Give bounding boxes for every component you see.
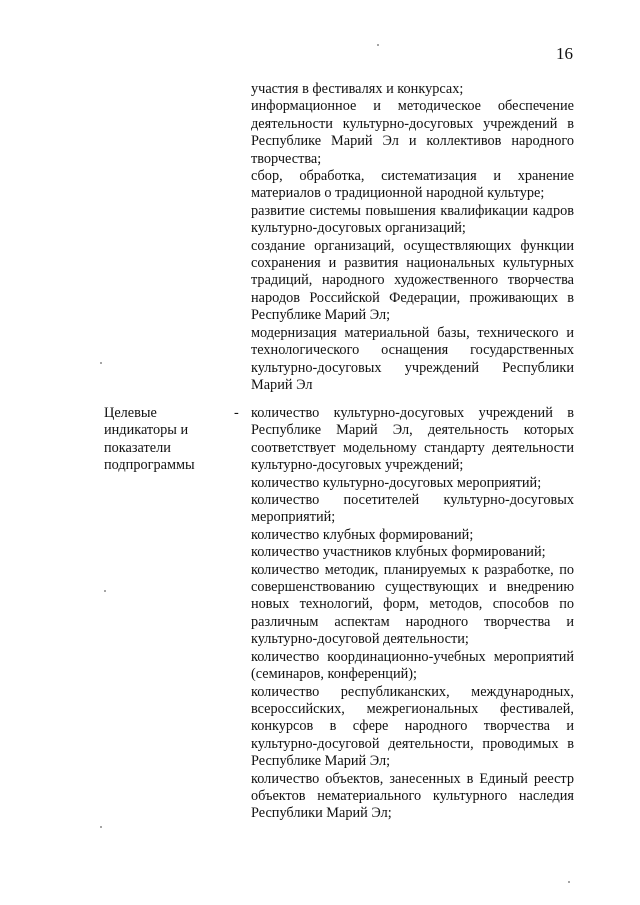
list-item: развитие системы повышения квалификации кадров культурно-досуговых организаций; — [251, 202, 574, 237]
list-item: количество координационно-учебных мероприятий (семинаров, конференций); — [251, 648, 574, 683]
list-item: информационное и методическое обеспечение деятельности культурно-досуговых учреждений в Республике Марий Эл и коллективов народного творчества; — [251, 98, 574, 167]
list-item: количество объектов, занесенных в Единый реестр объектов нематериального культурного наследия Республики Марий Эл; — [251, 770, 574, 822]
list-item: участия в фестивалях и конкурсах; — [251, 81, 464, 97]
scan-speck — [104, 590, 106, 592]
list-item: количество культурно-досуговых учреждений в Республике Марий Эл, деятельность которых соответствует модельному стандарту деятельности культурно-досуговых учреждений; — [251, 405, 574, 474]
scan-speck — [377, 44, 379, 46]
list-item: количество клубных формирований; — [251, 526, 474, 543]
top-items-list — [251, 81, 574, 394]
indicators-list — [251, 405, 574, 823]
list-item: количество республиканских, международных, всероссийских, межрегиональных фестивалей, конкурсов в сфере народного творчества и культурно-досуговой деятельности, проводимых в Республике Марий Эл; — [251, 683, 574, 770]
section-label: Целевые индикаторы и показатели подпрограммы — [104, 405, 195, 474]
list-item: количество посетителей культурно-досуговых мероприятий; — [251, 492, 574, 526]
list-item: создание организаций, осуществляющих функции сохранения и развития национальных культурных традиций, народного художественного творчества народов Российской Федерации, проживающих в Республике Марий Эл; — [251, 237, 574, 324]
list-item: количество культурно-досуговых мероприятий; — [251, 474, 542, 491]
scan-speck — [100, 362, 102, 364]
section-dash: - — [234, 405, 239, 421]
page-number: 16 — [556, 44, 573, 63]
list-item: количество участников клубных формирований; — [251, 544, 546, 561]
list-item: сбор, обработка, систематизация и хранение материалов о традиционной народной культуре; — [251, 168, 574, 202]
scan-speck — [568, 881, 570, 883]
list-item: модернизация материальной базы, технического и технологического оснащения государственных культурно-досуговых учреждений Республики Марий Эл — [251, 324, 574, 393]
scan-speck — [100, 826, 102, 828]
list-item: количество методик, планируемых к разработке, по совершенствованию существующих и внедрению новых технологий, форм, методов, способов по различным аспектам народного творчества и культурно-досуговой деятельности; — [251, 561, 574, 648]
